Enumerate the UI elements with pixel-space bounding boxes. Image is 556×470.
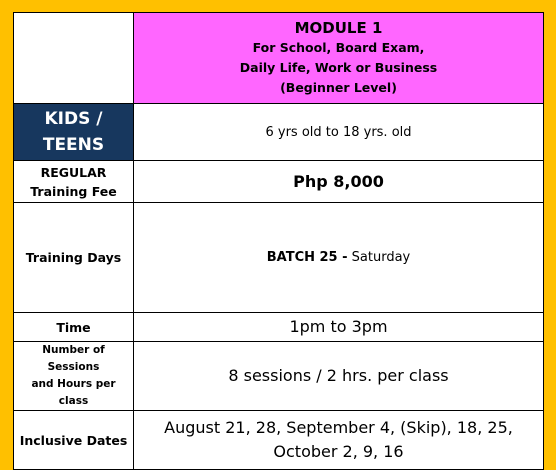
module-subtitle-line1: For School, Board Exam, [252,40,425,55]
fee-label-line2: Training Fee [30,183,117,199]
empty-corner-cell [14,13,134,104]
module-level: (Beginner Level) [280,80,397,95]
batch-day: Saturday [351,250,411,265]
dates-line1: August 21, 28, September 4, (Skip), 18, 25, [164,418,513,437]
fee-value-cell: Php 8,000 [134,161,544,203]
dates-line2: October 2, 9, 16 [273,442,404,461]
fee-label-cell [14,161,134,203]
training-fee-table [13,12,544,470]
module-title: MODULE 1 [294,19,383,37]
module-header-cell [134,13,544,104]
sessions-label-cell [14,342,134,411]
training-days-value-cell [134,203,544,313]
time-row [14,313,544,342]
inclusive-dates-row [14,411,544,470]
time-label: Time [14,313,134,342]
batch-label: BATCH 25 - [266,250,348,265]
inclusive-dates-label: Inclusive Dates [14,411,134,470]
sessions-value: 8 sessions / 2 hrs. per class [134,342,544,411]
category-row [14,104,544,161]
fee-row [14,161,544,203]
teens-label: TEENS [42,135,105,155]
kids-teens-cell [14,104,134,161]
sessions-label-line1: Number of Sessions [42,344,105,373]
inclusive-dates-value-cell [134,411,544,470]
fee-label-line1: REGULAR [40,164,107,180]
time-value: 1pm to 3pm [134,313,544,342]
kids-label: KIDS / [44,109,103,129]
sessions-row [14,342,544,411]
age-range-cell: 6 yrs old to 18 yrs. old [134,104,544,161]
module-subtitle-line2: Daily Life, Work or Business [239,60,438,75]
sessions-label-line2: and Hours per class [31,378,116,407]
training-days-row [14,203,544,313]
module-header-row [14,13,544,104]
training-days-label: Training Days [14,203,134,313]
